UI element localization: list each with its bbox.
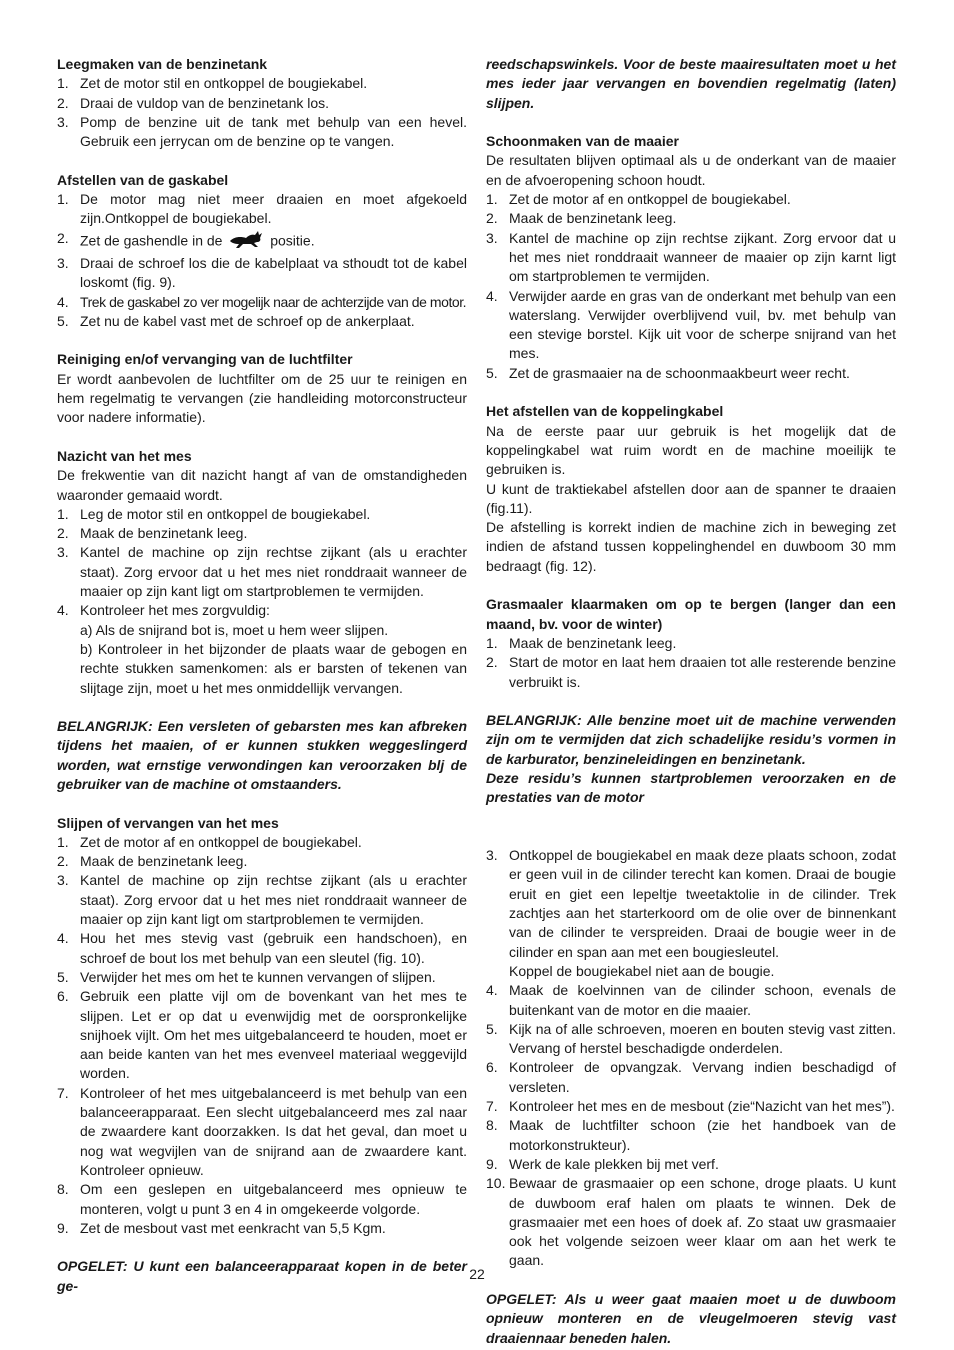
section-empty-tank: [57, 55, 467, 151]
warning-text: reedschapswinkels. Voor de beste maairesultaten moet u het mes ieder jaar vervangen en bovendien regelmatig (laten) slijpen.: [486, 56, 896, 111]
list-item: 1. Maak de benzinetank leeg.: [486, 634, 677, 651]
heading-sharpen: Slijpen of vervangen van het mes: [57, 814, 279, 831]
blade-check-intro: De frekwentie van dit nazicht hangt af van de omstandigheden waaronder gemaaid wordt.: [57, 467, 467, 503]
list-item: 3. Ontkoppel de bougiekabel en maak deze plaats schoon, zodat er geen vuil in de cilinder terecht kan komen. Draai de bougie eruit en giet een lepeltje tweetaktolie in de cilinder. Trek zachtjes aan het starterkoord om de olie over de binnenkant van de cilinder te verspreiden. Draai de bougie weer in de cilinder en span aan met een bougiesleutel. Koppel de bougiekabel niet aan de bougie.: [486, 847, 896, 979]
list-item: 5. Zet nu de kabel vast met de schroef op de ankerplaat.: [57, 312, 415, 329]
list-item: 2. Maak de benzinetank leeg.: [57, 853, 248, 870]
heading-clutch: Het afstellen van de koppelingkabel: [486, 403, 724, 420]
list-item: 3. Kantel de machine op zijn rechtse zijkant (als u erachter staat). Zorg ervoor dat u het mes niet ronddraait wanneer de maaier op zijn kant ligt om startproblemen te vermijden.: [57, 872, 467, 928]
list-item: 4. Verwijder aarde en gras van de onderkant met behulp van een waterslang. Verwijder overblijvend vuil, bv. met behulp van een stevige borstel. Kijk uit voor de scherpe snijrand van het mes.: [486, 287, 896, 362]
clutch-p2: U kunt de traktiekabel afstellen door aan de spanner te draaien (fig.11).: [486, 480, 896, 516]
list-item: 7. Kontroleer het mes en de mesbout (zie“Nazicht van het mes”).: [486, 1098, 895, 1115]
heading-empty-tank: Leegmaken van de benzinetank: [57, 56, 268, 72]
heading-air-filter: Reiniging en/of vervanging van de luchtfilter: [57, 351, 353, 368]
warning-text: BELANGRIJK: Een versleten of gebarsten mes kan afbreken tijdens het maaien, of er kunnen stukken weggeslingerd worden, wat ernstige verwondingen kan veroorzaken blj de gebruiker van de machine ot omstaanders.: [57, 718, 467, 792]
list-item: 5. Zet de grasmaaier na de schoonmaakbeurt weer recht.: [486, 364, 850, 381]
list-item: 2. Start de motor en laat hem draaien tot alle resterende benzine verbruikt is.: [486, 654, 896, 690]
list-empty-tank: [57, 74, 467, 151]
list-item: 2. Draai de vuldop van de benzinetank los.: [57, 94, 330, 111]
list-item: 6. Gebruik een platte vijl om de bovenkant van het mes te slijpen. Let er op dat u evenwijdig met de oorspronkelijke snijhoek vijlt. Om het mes uitgebalanceerd te houden, moet er aan beide kanten van het mes evenveel materiaal weggevijld worden.: [57, 988, 467, 1082]
list-item: 4. Maak de koelvinnen van de cilinder schoon, evenals de buitenkant van de motor en die maaier.: [486, 982, 896, 1018]
list-throttle: [57, 190, 467, 331]
clutch-p3: De afstelling is korrekt indien de machine zich in beweging zet indien de afstand tussen koppelinghendel en duwboom 30 mm bedraagt (fig. 12).: [486, 519, 896, 574]
heading-throttle: Afstellen van de gaskabel: [57, 171, 229, 188]
list-item: 3. Pomp de benzine uit de tank met behulp van een hevel. Gebruik een jerrycan om de benzine op te vangen.: [57, 113, 467, 150]
list-item: 7. Kontroleer of het mes uitgebalanceerd is met behulp van een balanceerapparaat. Een slecht uitgebalanceerd mes zal naar de zwaardere kant doorzakken. Is dat het geval, dan moet u nog wat wegvijlen van de snijrand aan de zwaardere kant. Kontroleer opnieuw.: [57, 1084, 467, 1178]
page-number: 22: [469, 1266, 485, 1282]
warning-text: OPGELET: U kunt een balanceerapparaat kopen in de beter ge-: [57, 1258, 467, 1294]
list-item: 4. Trek de gaskabel zo ver mogelijk naar de achterzijde van de motor.: [57, 293, 467, 310]
list-storage-cont: [486, 846, 896, 1271]
list-cleaning: [486, 190, 896, 383]
warning-text: OPGELET: Als u weer gaat maaien moet u de duwboom opnieuw monteren en de vleugelmoeren stevig vast draaiennaar beneden halen.: [486, 1291, 896, 1346]
list-item: 9. Zet de mesbout vast met eenkracht van 5,5 Kgm.: [57, 1219, 386, 1236]
list-item: 1. Zet de motor af en ontkoppel de bougiekabel.: [57, 833, 362, 850]
list-item: 1. De motor mag niet meer draaien en moet afgekoeld zijn.Ontkoppel de bougiekabel.: [57, 191, 467, 227]
list-item: 4. Kontroleer het mes zorgvuldig: a) Als de snijrand bot is, moet u hem weer slijpen. b) Kontroleer in het bijzonder de plaats waar de gebogen en rechte stukken samenkomen: als er barsten of tekenen van slijtage zijn, moet u het mes onmiddellijk vervangen.: [57, 602, 467, 696]
air-filter-text: Er wordt aanbevolen de luchtfilter om de 25 uur te reinigen en hem regelmatig te vervangen (zie handleiding motorconstructeur voor nadere informatie).: [57, 370, 467, 426]
warning-text: BELANGRIJK: Alle benzine moet uit de machine verwenden zijn om te vermijden dat zich schadelijke residu’s vormen in de karburator, benzineleidingen en benzinetank.: [486, 712, 896, 767]
list-item: 1. Zet de motor stil en ontkoppel de bougiekabel.: [57, 75, 368, 92]
section-warning-fuel: [486, 711, 896, 807]
heading-blade-check: Nazicht van het mes: [57, 447, 192, 464]
list-blade-check: [57, 505, 467, 698]
list-item: 2. Maak de benzinetank leeg.: [57, 525, 248, 542]
section-storage: [486, 595, 896, 691]
list-sharpen: [57, 833, 467, 1238]
list-item: 4. Hou het mes stevig vast (gebruik een handschoen), en schroef de bout los met behulp van een sleutel (fig. 10).: [57, 930, 467, 966]
clutch-p1: Na de eerste paar uur gebruik is het mogelijk dat de koppelingkabel wat ruim wordt en de machine moeilijk te gebruiken is.: [486, 422, 896, 478]
cleaning-intro: De resultaten blijven optimaal als u de onderkant van de maaier en de afvoeropening schoon houdt.: [486, 152, 896, 188]
section-sharpen: [57, 814, 467, 1239]
list-item: 3. Draai de schroef los die de kabelplaat va sthoudt tot de kabel loskomt (fig. 9).: [57, 254, 467, 291]
heading-storage: Grasmaaler klaarmaken om op te bergen (langer dan een maand, bv. voor de winter): [486, 596, 896, 632]
list-item: 3. Kantel de machine op zijn rechtse zijkant. Zorg ervoor dat u het mes niet ronddraait wanneer de maaier op zijn karnt ligt om startproblemen te vermijden.: [486, 229, 896, 285]
list-item: 9. Werk de kale plekken bij met verf.: [486, 1155, 719, 1172]
warning-text: Deze residu’s kunnen startproblemen veroorzaken en de prestaties van de motor: [486, 769, 896, 806]
section-clutch: [486, 402, 896, 576]
list-item: 8. Om een geslepen en uitgebalanceerd mes opnieuw te monteren, volgt u punt 3 en 4 in omgekeerde volgorde.: [57, 1181, 467, 1217]
list-item: 3. Kantel de machine op zijn rechtse zijkant (als u erachter staat). Zorg ervoor dat u het mes niet ronddraait wanneer de maaier op zijn kant ligt om startproblemen te vermijden.: [57, 544, 467, 600]
section-storage-cont: [486, 846, 896, 1271]
list-item: 10. Bewaar de grasmaaier op een schone, droge plaats. U kunt de duwboom eraf halen om plaats te winnen. Dek de grasmaaier met een hoes of doek af. Zo staat uw grasmaaier ook het volgende seizoen weer klaar om aan het werk te gaan.: [486, 1175, 896, 1269]
list-item: 5. Kijk na of alle schroeven, moeren en bouten stevig vast zitten. Vervang of herstel beschadigde onderdelen.: [486, 1020, 896, 1057]
section-throttle: [57, 171, 467, 331]
left-column: [57, 55, 467, 1296]
section-blade-check: [57, 447, 467, 698]
list-item: 5. Verwijder het mes om het te kunnen vervangen of slijpen.: [57, 968, 436, 985]
list-item: 2. Maak de benzinetank leeg.: [486, 210, 677, 227]
right-column: [486, 55, 896, 1348]
list-item: 1. Zet de motor af en ontkoppel de bougiekabel.: [486, 191, 791, 208]
list-storage: [486, 634, 896, 692]
section-air-filter: [57, 350, 467, 427]
heading-cleaning: Schoonmaken van de maaier: [486, 133, 679, 150]
list-item: 8. Maak de luchtfilter schoon (zie het handboek van de motorkonstrukteur).: [486, 1117, 896, 1153]
rabbit-icon: [228, 229, 264, 254]
list-item: 1. Leg de motor stil en ontkoppel de bougiekabel.: [57, 505, 371, 522]
section-warning-balance-cont: [486, 55, 896, 113]
list-item: 2. Zet de gashendle in de positie.: [57, 229, 467, 254]
section-warning-blade: [57, 717, 467, 794]
section-warning-handle: [486, 1290, 896, 1348]
list-item: 6. Kontroleer de opvangzak. Vervang indien beschadigd of versleten.: [486, 1059, 896, 1095]
section-cleaning: [486, 132, 896, 383]
